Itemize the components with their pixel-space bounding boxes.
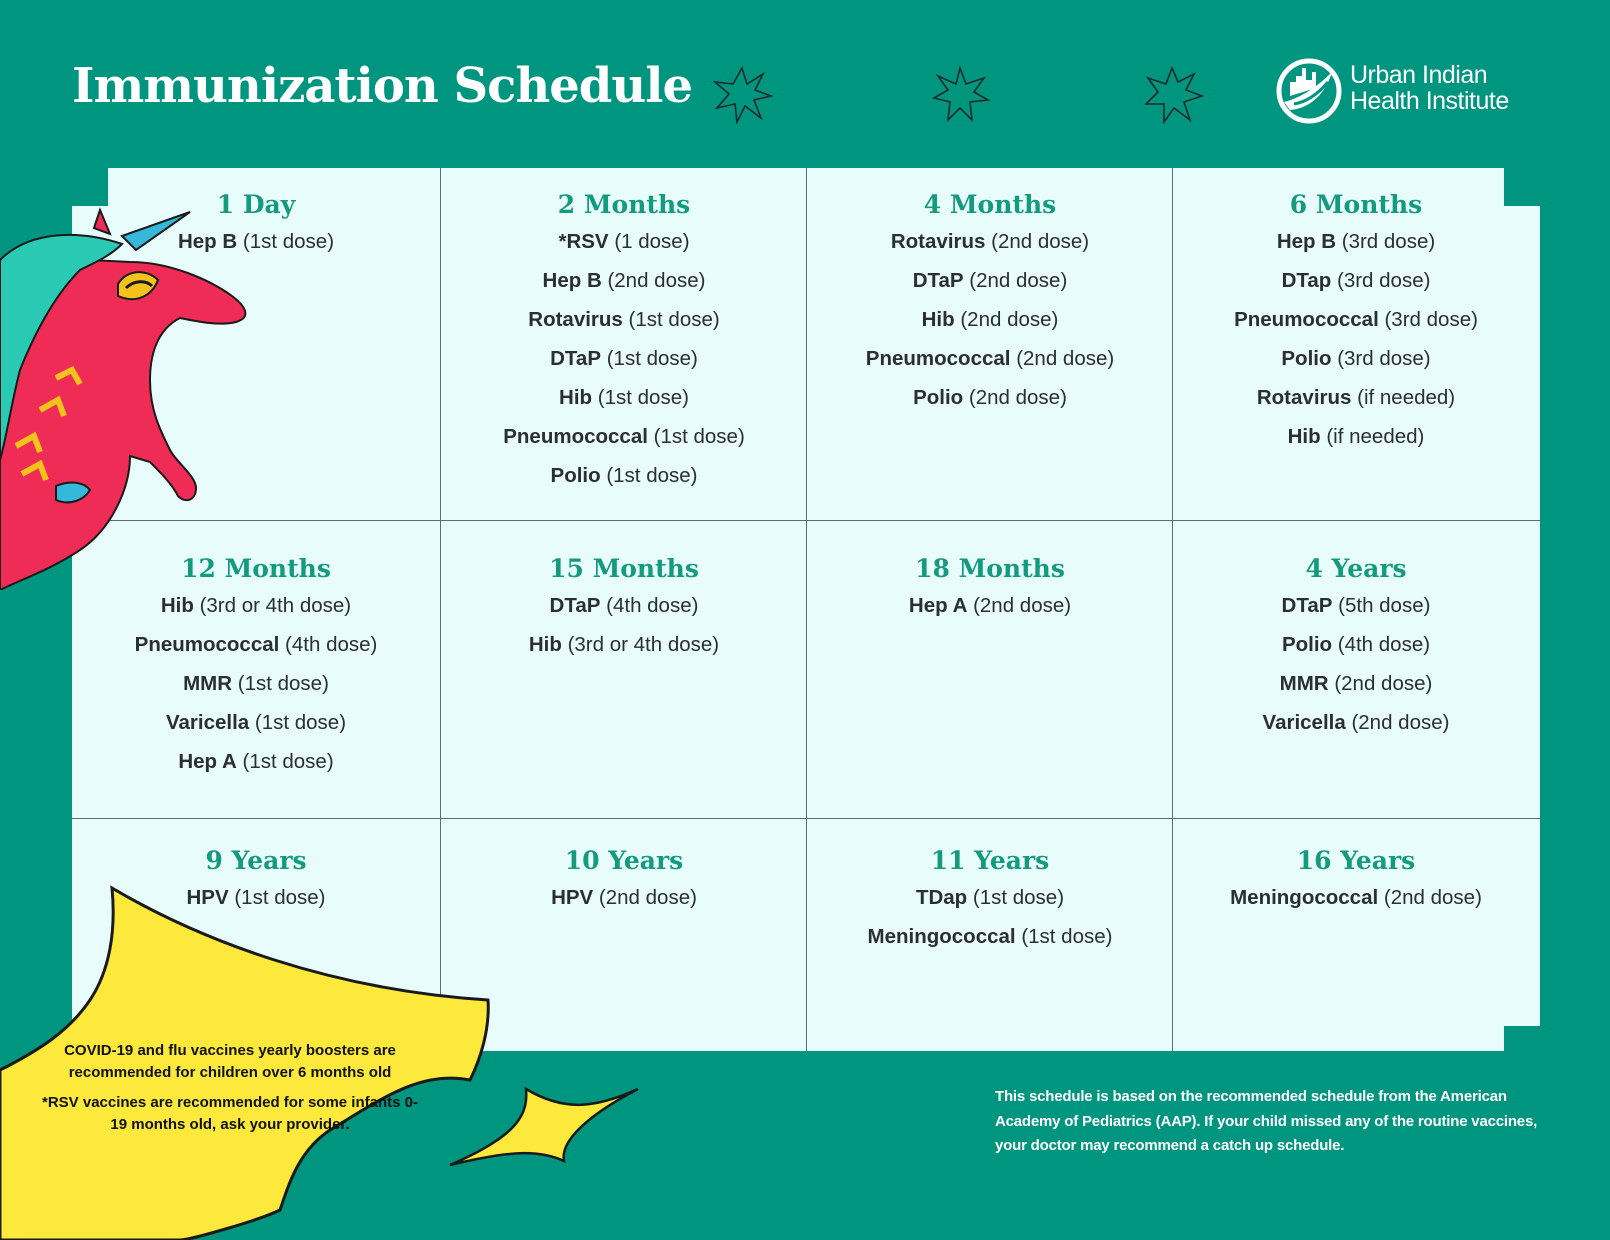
vaccine-dose: (5th dose) — [1338, 594, 1431, 617]
vaccine-name: Polio — [550, 464, 601, 487]
age-heading: 18 Months — [915, 554, 1065, 583]
vaccine-dose: (2nd dose) — [1334, 672, 1433, 695]
vaccine-item — [807, 339, 1173, 378]
vaccine-name: Pneumococcal — [1234, 308, 1379, 331]
vaccine-name: TDap — [915, 886, 968, 909]
source-footnote: This schedule is based on the recommended schedule from the American Academy of Pediatrics (AAP). If your child missed any of the routine vaccines, your doctor may recommend a catch up schedule. — [995, 1088, 1538, 1154]
vaccine-dose: (1st dose) — [254, 711, 347, 734]
vaccine-name: Hib — [921, 308, 955, 331]
vaccine-item — [807, 917, 1173, 956]
vaccine-name: Hep A — [178, 750, 237, 773]
vaccine-name: Hib — [1287, 425, 1321, 448]
vaccine-dose: (4th dose) — [606, 594, 699, 617]
age-heading: 1 Day — [216, 190, 296, 219]
vaccine-name: Varicella — [1262, 711, 1346, 734]
vaccine-name: Polio — [1281, 633, 1333, 656]
vaccine-name: Hep B — [1276, 230, 1337, 253]
vaccine-name: Varicella — [165, 711, 250, 734]
vaccine-item — [441, 222, 807, 261]
vaccine-dose: (3rd or 4th dose) — [567, 633, 720, 656]
vaccine-dose: (1st dose) — [242, 750, 334, 773]
vaccine-dose: (4th dose) — [285, 633, 378, 656]
schedule-cell — [441, 844, 807, 917]
vaccine-name: Hep B — [542, 269, 602, 292]
vaccine-list — [807, 586, 1173, 625]
vaccine-dose: (1st dose) — [653, 425, 745, 448]
vaccine-dose: (1 dose) — [614, 230, 690, 253]
vaccine-item — [441, 586, 807, 625]
vaccine-item — [72, 742, 440, 781]
vaccine-dose: (2nd dose) — [991, 230, 1090, 253]
vaccine-list — [72, 222, 440, 261]
vaccine-name: HPV — [551, 886, 594, 909]
vaccine-list — [441, 586, 807, 664]
vaccine-item — [441, 417, 807, 456]
vaccine-dose: (2nd dose) — [1016, 347, 1115, 370]
vaccine-name: DTap — [1281, 269, 1332, 292]
vaccine-list — [1173, 878, 1539, 917]
vaccine-name: Meningococcal — [1230, 886, 1379, 909]
vaccine-name: Pneumococcal — [503, 425, 648, 448]
vaccine-list — [1173, 586, 1539, 742]
schedule-cell — [807, 844, 1173, 956]
vaccine-dose: (1st dose) — [972, 886, 1065, 909]
vaccine-name: HPV — [186, 886, 229, 909]
vaccine-dose: (3rd dose) — [1341, 230, 1436, 253]
logo-line-1: Urban Indian — [1350, 61, 1488, 89]
vaccine-dose: (2nd dose) — [607, 269, 706, 292]
vaccine-name: DTaP — [549, 594, 601, 617]
vaccine-item — [807, 300, 1173, 339]
age-heading: 12 Months — [181, 554, 331, 583]
vaccine-item — [441, 300, 807, 339]
vaccine-item — [441, 878, 807, 917]
vaccine-dose: (1st dose) — [234, 886, 326, 909]
vaccine-dose: (1st dose) — [242, 230, 335, 253]
vaccine-name: Rotavirus — [890, 230, 986, 253]
vaccine-dose: (1st dose) — [597, 386, 689, 409]
vaccine-item — [807, 586, 1173, 625]
age-heading: 15 Months — [549, 554, 699, 583]
vaccine-dose: (if needed) — [1357, 386, 1456, 409]
page-title: Immunization Schedule — [72, 58, 693, 114]
vaccine-name: Polio — [1281, 347, 1332, 370]
vaccine-item — [1173, 586, 1539, 625]
vaccine-dose: (2nd dose) — [960, 308, 1059, 331]
vaccine-item — [72, 703, 440, 742]
vaccine-dose: (3rd dose) — [1337, 347, 1431, 370]
schedule-cell — [441, 552, 807, 664]
vaccine-list — [72, 878, 440, 917]
vaccine-item — [1173, 664, 1539, 703]
vaccine-item — [1173, 261, 1539, 300]
note-text — [40, 1040, 420, 1144]
vaccine-item — [72, 625, 440, 664]
vaccine-name: MMR — [183, 672, 233, 695]
age-heading: 16 Years — [1296, 846, 1416, 875]
vaccine-dose: (1st dose) — [1021, 925, 1113, 948]
vaccine-dose: (1st dose) — [628, 308, 720, 331]
vaccine-dose: (1st dose) — [606, 347, 698, 370]
vaccine-name: Meningococcal — [867, 925, 1016, 948]
vaccine-name: MMR — [1279, 672, 1329, 695]
vaccine-name: Rotavirus — [528, 308, 623, 331]
vaccine-dose: (2nd dose) — [1351, 711, 1450, 734]
vaccine-item — [72, 878, 440, 917]
vaccine-name: Polio — [913, 386, 964, 409]
vaccine-item — [1173, 378, 1539, 417]
vaccine-name: DTaP — [912, 269, 964, 292]
vaccine-dose: (2nd dose) — [973, 594, 1072, 617]
vaccine-item — [807, 222, 1173, 261]
note-line-2: *RSV vaccines are recommended for some infants 0-19 months old, ask your provider. — [42, 1094, 418, 1133]
age-heading: 4 Years — [1305, 554, 1407, 583]
vaccine-item — [72, 664, 440, 703]
age-heading: 4 Months — [923, 190, 1057, 219]
vaccine-item — [441, 378, 807, 417]
vaccine-name: Hep B — [177, 230, 238, 253]
vaccine-dose: (4th dose) — [1337, 633, 1431, 656]
vaccine-dose: (1st dose) — [606, 464, 698, 487]
schedule-cell — [72, 188, 440, 261]
vaccine-item — [807, 261, 1173, 300]
vaccine-dose: (2nd dose) — [1383, 886, 1482, 909]
vaccine-item — [1173, 625, 1539, 664]
vaccine-name: Pneumococcal — [865, 347, 1011, 370]
schedule-cell — [1173, 552, 1539, 742]
age-heading: 10 Years — [564, 846, 684, 875]
vaccine-dose: (2nd dose) — [968, 386, 1067, 409]
vaccine-name: DTaP — [550, 347, 602, 370]
vaccine-dose: (if needed) — [1326, 425, 1425, 448]
schedule-cell — [807, 552, 1173, 625]
star-icon — [1142, 64, 1204, 124]
logo-line-2: Health Institute — [1350, 87, 1509, 115]
star-icon — [711, 64, 773, 124]
age-heading: 6 Months — [1289, 190, 1423, 219]
logo-icon — [1276, 58, 1342, 124]
vaccine-list — [807, 878, 1173, 956]
vaccine-item — [441, 625, 807, 664]
schedule-cell — [1173, 844, 1539, 917]
vaccine-item — [1173, 339, 1539, 378]
vaccine-item — [1173, 878, 1539, 917]
age-heading: 11 Years — [930, 846, 1050, 875]
vaccine-item — [72, 222, 440, 261]
vaccine-name: DTaP — [1281, 594, 1333, 617]
vaccine-dose: (3rd dose) — [1337, 269, 1431, 292]
schedule-cell — [72, 552, 440, 781]
vaccine-item — [1173, 300, 1539, 339]
star-icon — [930, 64, 992, 124]
vaccine-name: Rotavirus — [1256, 386, 1352, 409]
vaccine-list — [441, 222, 807, 495]
vaccine-list — [441, 878, 807, 917]
vaccine-name: Hep A — [908, 594, 968, 617]
uihi-logo — [1276, 58, 1576, 128]
schedule-cell — [72, 844, 440, 917]
vaccine-list — [1173, 222, 1539, 456]
age-heading: 9 Years — [205, 846, 307, 875]
vaccine-item — [807, 378, 1173, 417]
vaccine-item — [1173, 703, 1539, 742]
vaccine-dose: (2nd dose) — [969, 269, 1068, 292]
vaccine-item — [441, 339, 807, 378]
vaccine-list — [807, 222, 1173, 417]
vaccine-item — [807, 878, 1173, 917]
vaccine-item — [441, 261, 807, 300]
vaccine-dose: (3rd or 4th dose) — [199, 594, 352, 617]
sparkle-icon — [448, 1085, 640, 1170]
vaccine-name: *RSV — [558, 230, 609, 253]
vaccine-item — [1173, 222, 1539, 261]
vaccine-dose: (3rd dose) — [1384, 308, 1478, 331]
vaccine-name: Pneumococcal — [134, 633, 280, 656]
schedule-cell — [1173, 188, 1539, 456]
vaccine-name: Hib — [160, 594, 194, 617]
age-heading: 2 Months — [557, 190, 691, 219]
vaccine-item — [1173, 417, 1539, 456]
vaccine-dose: (2nd dose) — [598, 886, 697, 909]
vaccine-item — [441, 456, 807, 495]
note-line-1: COVID-19 and flu vaccines yearly boosters are recommended for children over 6 months old — [64, 1042, 396, 1081]
schedule-cell — [807, 188, 1173, 417]
schedule-cell — [441, 188, 807, 495]
vaccine-dose: (1st dose) — [237, 672, 329, 695]
vaccine-item — [72, 586, 440, 625]
vaccine-list — [72, 586, 440, 781]
vaccine-name: Hib — [528, 633, 562, 656]
vaccine-name: Hib — [559, 386, 593, 409]
